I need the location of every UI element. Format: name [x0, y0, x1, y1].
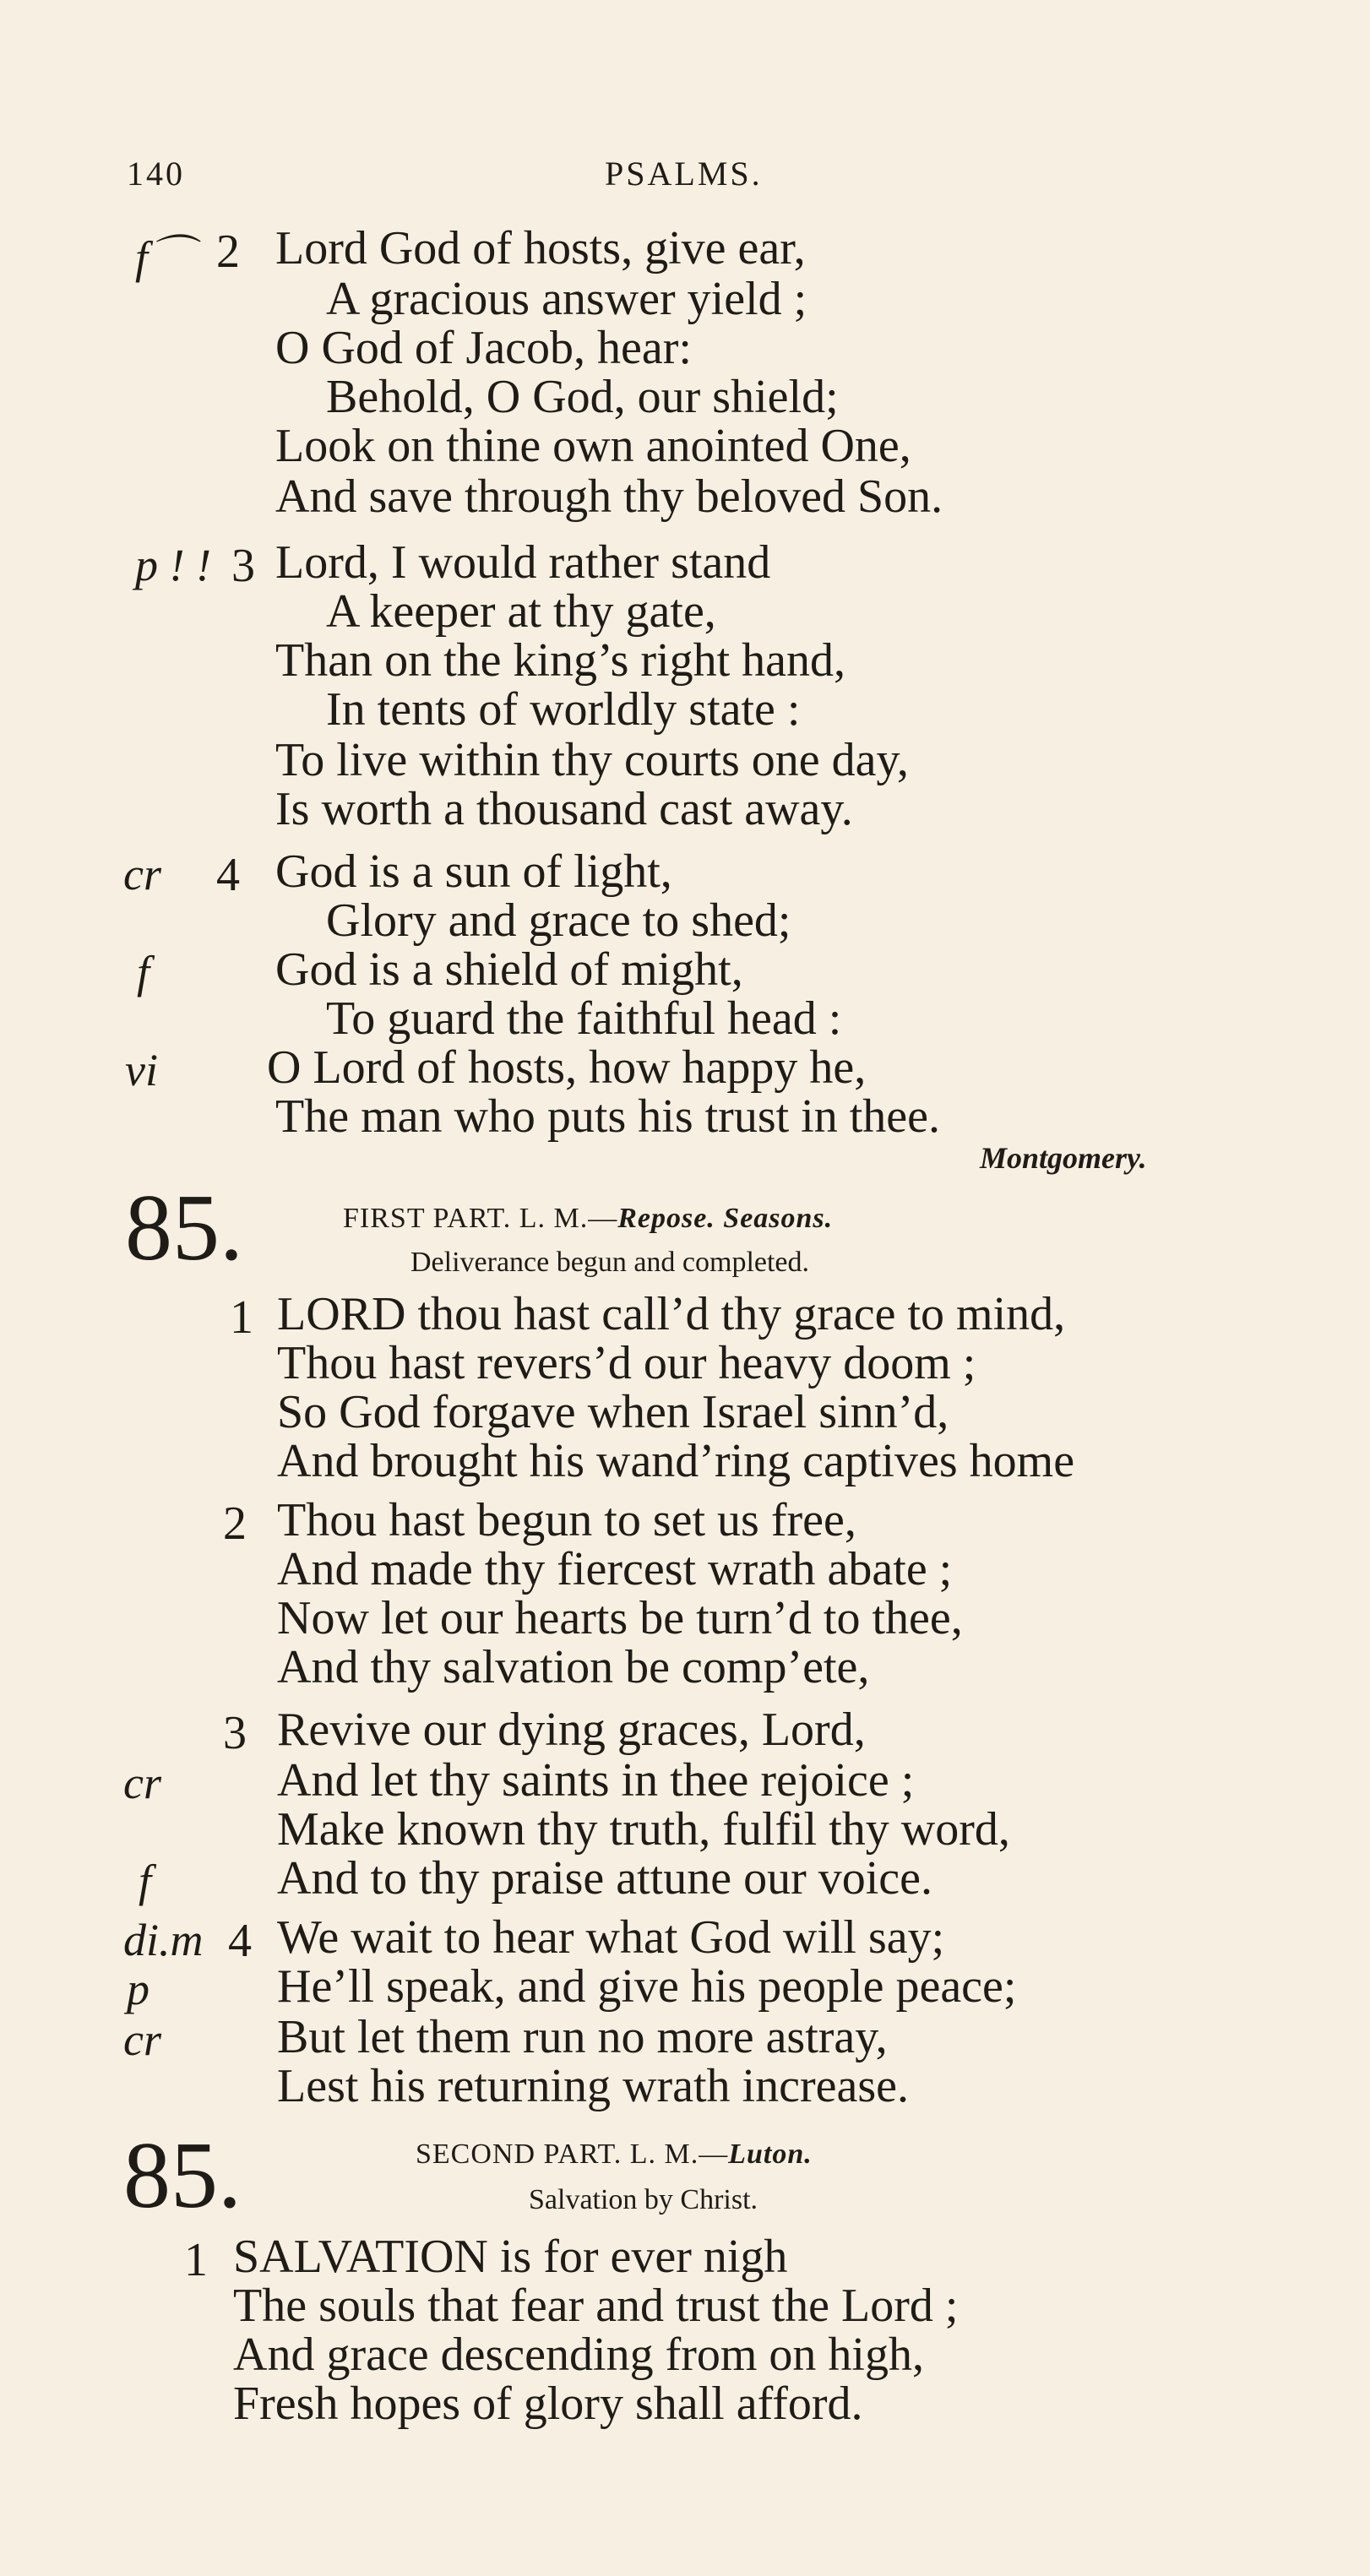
verse-line: So God forgave when Israel sinn’d,: [277, 1386, 949, 1438]
author-attribution: Montgomery.: [980, 1141, 1147, 1175]
page-number: 140: [127, 155, 185, 193]
verse-line: Thou hast begun to set us free,: [277, 1494, 856, 1546]
stanza-number: 4: [216, 849, 240, 901]
hymn-number: 85.: [125, 1176, 243, 1280]
stanza-number: 3: [223, 1707, 247, 1759]
verse-line: Is worth a thousand cast away.: [275, 783, 853, 835]
verse-line: And brought his wand’ring captives home: [277, 1435, 1075, 1487]
hymn-heading: [416, 2139, 813, 2171]
stanza-number: 3: [231, 540, 255, 592]
dynamic-mark: cr: [123, 2014, 161, 2065]
verse-line: Look on thine own anointed One,: [275, 420, 911, 472]
verse-line: And save through thy beloved Son.: [275, 470, 943, 523]
tune-names: Luton.: [728, 2139, 813, 2170]
tune-names: Repose. Seasons.: [617, 1203, 834, 1234]
verse-line: O God of Jacob, hear:: [275, 322, 692, 374]
dynamic-mark: vi: [125, 1045, 158, 1095]
hymn-part-meter: FIRST PART. L. M.—: [343, 1203, 618, 1234]
hymn-heading: [343, 1203, 833, 1235]
stanza-number: 1: [184, 2234, 208, 2286]
verse-line: Lest his returning wrath increase.: [277, 2060, 909, 2112]
verse-line: O Lord of hosts, how happy he,: [267, 1041, 867, 1094]
verse-line: But let them run no more astray,: [277, 2011, 888, 2063]
verse-line: Lord, I would rather stand: [275, 536, 771, 589]
verse-line: Now let our hearts be turn’d to thee,: [277, 1592, 963, 1644]
dynamic-mark: f: [139, 1856, 152, 1906]
stanza-number: 2: [223, 1497, 247, 1550]
verse-line: LORD thou hast call’d thy grace to mind,: [277, 1288, 1066, 1340]
hymn-subtitle: Salvation by Christ.: [529, 2184, 758, 2215]
verse-line: And to thy praise attune our voice.: [277, 1852, 933, 1905]
hymn-part-meter: SECOND PART. L. M.—: [416, 2139, 729, 2170]
verse-line: SALVATION is for ever nigh: [233, 2231, 788, 2283]
verse-line: Glory and grace to shed;: [326, 894, 791, 947]
verse-line: Behold, O God, our shield;: [326, 371, 839, 423]
dynamic-mark: cr: [123, 1758, 161, 1808]
verse-line: God is a sun of light,: [275, 845, 672, 898]
verse-line: And grace descending from on high,: [233, 2329, 924, 2381]
dynamic-mark: cr: [123, 849, 161, 899]
verse-line: In tents of worldly state :: [326, 683, 801, 736]
verse-line: A keeper at thy gate,: [326, 585, 716, 638]
dynamic-mark: f: [137, 947, 150, 997]
stanza-number: 1: [230, 1291, 253, 1344]
verse-line: Revive our dying graces, Lord,: [277, 1704, 866, 1756]
verse-line: Thou hast revers’d our heavy doom ;: [277, 1337, 976, 1389]
hymn-subtitle: Deliverance begun and completed.: [410, 1247, 810, 1278]
verse-line: To live within thy courts one day,: [275, 734, 909, 786]
verse-line: Lord God of hosts, give ear,: [275, 222, 806, 274]
verse-line: And let thy saints in thee rejoice ;: [277, 1754, 915, 1807]
verse-line: Fresh hopes of glory shall afford.: [233, 2378, 863, 2430]
verse-line: The souls that fear and trust the Lord ;: [233, 2280, 959, 2332]
verse-line: The man who puts his trust in thee.: [275, 1090, 941, 1143]
verse-line: And made thy fiercest wrath abate ;: [277, 1543, 953, 1595]
verse-line: And thy salvation be comp’ete,: [277, 1641, 870, 1693]
stanza-number: 4: [228, 1915, 252, 1967]
verse-line: Than on the king’s right hand,: [275, 634, 846, 687]
running-title: PSALMS.: [605, 155, 763, 193]
dynamic-mark: di.m: [123, 1915, 204, 1965]
verse-line: God is a shield of might,: [275, 943, 743, 996]
dynamic-mark: p: [127, 1964, 150, 2014]
verse-line: Make known thy truth, fulfil thy word,: [277, 1803, 1010, 1856]
verse-line: We wait to hear what God will say;: [277, 1911, 945, 1964]
dynamic-mark: f⌒: [135, 232, 194, 283]
verse-line: He’ll speak, and give his people peace;: [277, 1960, 1017, 2013]
dynamic-mark: p ! !: [135, 540, 211, 590]
verse-line: A gracious answer yield ;: [326, 273, 807, 325]
hymn-number: 85.: [123, 2123, 242, 2228]
verse-line: To guard the faithful head :: [326, 992, 842, 1045]
stanza-number: 2: [216, 226, 240, 278]
